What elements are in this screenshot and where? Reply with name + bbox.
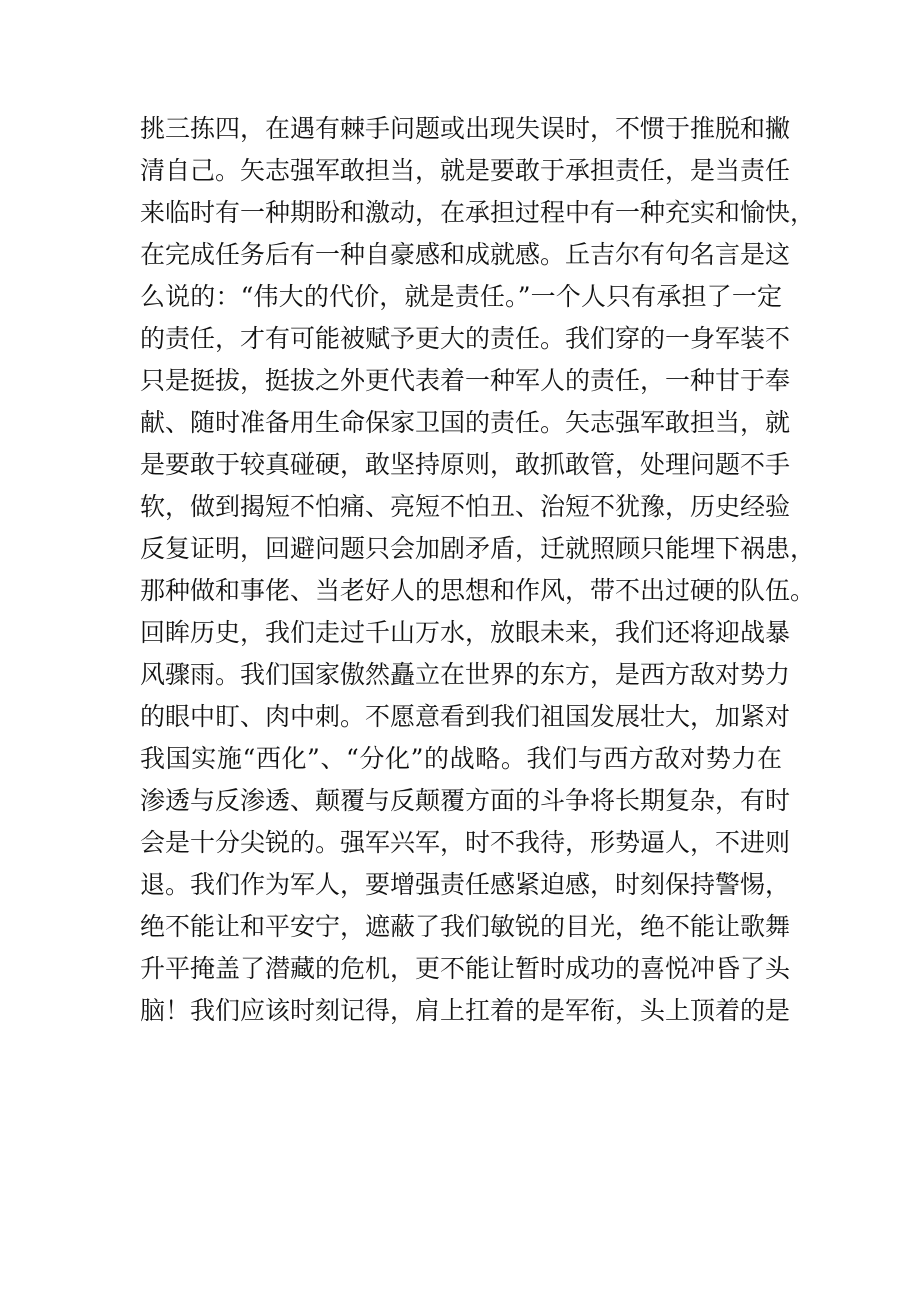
text-line: 会是十分尖锐的。强军兴军，时不我待，形势逼人，不进则 xyxy=(140,828,791,857)
text-line: 么说的：“伟大的代价，就是责任。”一个人只有承担了一定 xyxy=(140,282,782,311)
text-line: 来临时有一种期盼和激动，在承担过程中有一种充实和愉快， xyxy=(140,198,816,227)
text-line: 风骤雨。我们国家傲然矗立在世界的东方，是西方敌对势力 xyxy=(140,660,791,689)
body-text xyxy=(140,108,816,1032)
text-line: 是要敢于较真碰硬，敢坚持原则，敢抓敢管，处理问题不手 xyxy=(140,450,791,479)
text-line: 反复证明，回避问题只会加剧矛盾，迁就照顾只能埋下祸患， xyxy=(140,534,816,563)
text-line: 挑三拣四，在遇有棘手问题或出现失误时，不惯于推脱和撇 xyxy=(140,114,791,143)
text-line: 退。我们作为军人，要增强责任感紧迫感，时刻保持警惕， xyxy=(140,870,791,899)
text-line: 的眼中盯、肉中刺。不愿意看到我们祖国发展壮大，加紧对 xyxy=(140,702,791,731)
text-line: 那种做和事佬、当老好人的思想和作风，带不出过硬的队伍。 xyxy=(140,576,816,605)
text-line: 软，做到揭短不怕痛、亮短不怕丑、治短不犹豫，历史经验 xyxy=(140,492,791,521)
text-line: 清自己。矢志强军敢担当，就是要敢于承担责任，是当责任 xyxy=(140,156,791,185)
text-line: 在完成任务后有一种自豪感和成就感。丘吉尔有句名言是这 xyxy=(140,240,791,269)
text-line: 回眸历史，我们走过千山万水，放眼未来，我们还将迎战暴 xyxy=(140,618,791,647)
text-line: 献、随时准备用生命保家卫国的责任。矢志强军敢担当，就 xyxy=(140,408,791,437)
text-line: 我国实施“西化”、“分化”的战略。我们与西方敌对势力在 xyxy=(140,744,782,773)
text-line: 绝不能让和平安宁，遮蔽了我们敏锐的目光，绝不能让歌舞 xyxy=(140,912,791,941)
text-line: 脑！我们应该时刻记得，肩上扛着的是军衔，头上顶着的是 xyxy=(140,996,791,1025)
text-line: 只是挺拔，挺拔之外更代表着一种军人的责任，一种甘于奉 xyxy=(140,366,791,395)
text-line: 升平掩盖了潜藏的危机，更不能让暂时成功的喜悦冲昏了头 xyxy=(140,954,791,983)
text-line: 渗透与反渗透、颠覆与反颠覆方面的斗争将长期复杂，有时 xyxy=(140,786,791,815)
text-line: 的责任，才有可能被赋予更大的责任。我们穿的一身军装不 xyxy=(140,324,791,353)
